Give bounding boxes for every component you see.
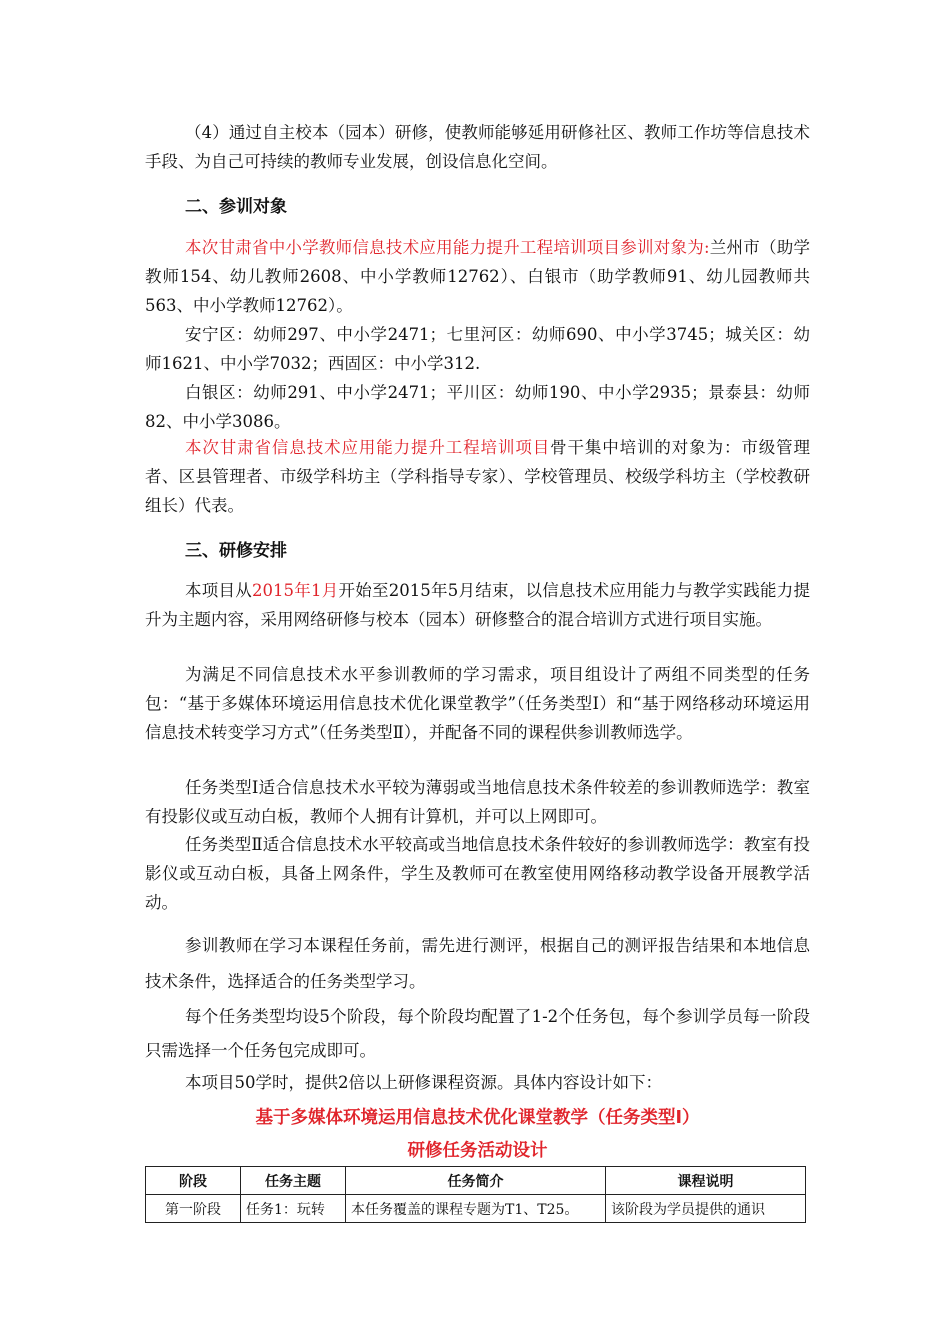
column-header-topic: 任务主题 bbox=[241, 1167, 346, 1195]
table-subtitle: 研修任务活动设计 bbox=[407, 1141, 548, 1161]
table-cell: 本任务覆盖的课程专题为T1、T25。 bbox=[346, 1195, 606, 1223]
paragraph-task-type-2: 任务类型Ⅱ适合信息技术水平较高或当地信息技术条件较好的参训教师选学：教室有投影仪或互动白板，具备上网条件，学生及教师可在教室使用网络移动教学设备开展教学活动。 bbox=[145, 835, 810, 912]
column-header-course-notes: 课程说明 bbox=[606, 1167, 806, 1195]
table-header-row bbox=[146, 1167, 806, 1195]
section-heading-arrangement: 三、研修安排 bbox=[185, 541, 287, 561]
table-cell: 该阶段为学员提供的通识 bbox=[606, 1195, 806, 1223]
table-cell: 第一阶段 bbox=[146, 1195, 241, 1223]
paragraph-baiyin-district: 白银区：幼师291、中小学2471；平川区：幼师190、中小学2935；景泰县：幼师82、中小学3086。 bbox=[145, 383, 810, 431]
paragraph-participants bbox=[145, 233, 810, 320]
table-cell: 任务1：玩转 bbox=[241, 1195, 346, 1223]
paragraph-text: 本项目从 bbox=[185, 581, 252, 600]
paragraph-task-packages: 为满足不同信息技术水平参训教师的学习需求，项目组设计了两组不同类型的任务包：“基于多媒体环境运用信息技术优化课堂教学”（任务类型Ⅰ）和“基于网络移动环境运用信息技术转变学习方式”（任务类型Ⅱ），并配备不同的课程供参训教师选学。 bbox=[145, 665, 810, 742]
paragraph-text: 开始至2015年5月结束，以信息技术应用能力与教学实践能力提升为主题内容，采用网络研修与校本（园本）研修整合的混合培训方式进行项目实施。 bbox=[145, 581, 810, 629]
highlighted-text: 本次甘肃省信息技术应用能力提升工程培训项目 bbox=[185, 438, 551, 457]
paragraph-task-type-1: 任务类型Ⅰ适合信息技术水平较为薄弱或当地信息技术条件较差的参训教师选学：教室有投影仪或互动白板，教师个人拥有计算机，并可以上网即可。 bbox=[145, 778, 810, 826]
highlighted-date: 2015年1月 bbox=[252, 581, 339, 600]
paragraph-text: 骨干集中培训的对象为：市级管理者、区县管理者、市级学科坊主（学科指导专家）、学校管理员、校级学科坊主（学校教研组长）代表。 bbox=[145, 438, 811, 515]
paragraph-text: 兰州市（助学教师154、幼儿教师2608、中小学教师12762）、白银市（助学教师91、幼儿园教师共563、中小学教师12762）。 bbox=[145, 238, 811, 315]
paragraph-assessment: 参训教师在学习本课程任务前，需先进行测评，根据自己的测评报告结果和本地信息技术条件，选择适合的任务类型学习。 bbox=[145, 936, 810, 991]
section-heading-participants: 二、参训对象 bbox=[185, 197, 287, 217]
paragraph-goal-4: （4）通过自主校本（园本）研修，使教师能够延用研修社区、教师工作坊等信息技术手段、为自己可持续的教师专业发展，创设信息化空间。 bbox=[145, 123, 810, 171]
table-row bbox=[146, 1195, 806, 1223]
paragraph-hours: 本项目50学时，提供2倍以上研修课程资源。具体内容设计如下： bbox=[185, 1073, 662, 1092]
paragraph-anning-district: 安宁区：幼师297、中小学2471；七里河区：幼师690、中小学3745；城关区：幼师1621、中小学7032；西固区：中小学312. bbox=[145, 325, 810, 373]
highlighted-text: 本次甘肃省中小学教师信息技术应用能力提升工程培训项目参训对象为: bbox=[185, 238, 710, 257]
task-design-table bbox=[145, 1166, 806, 1223]
column-header-summary: 任务简介 bbox=[346, 1167, 606, 1195]
paragraph-backbone-training bbox=[145, 433, 810, 520]
column-header-stage: 阶段 bbox=[146, 1167, 241, 1195]
paragraph-stages: 每个任务类型均设5个阶段，每个阶段均配置了1-2个任务包，每个参训学员每一阶段只需选择一个任务包完成即可。 bbox=[145, 1007, 810, 1060]
paragraph-schedule bbox=[145, 576, 810, 634]
table-title: 基于多媒体环境运用信息技术优化课堂教学（任务类型Ⅰ） bbox=[255, 1108, 700, 1128]
